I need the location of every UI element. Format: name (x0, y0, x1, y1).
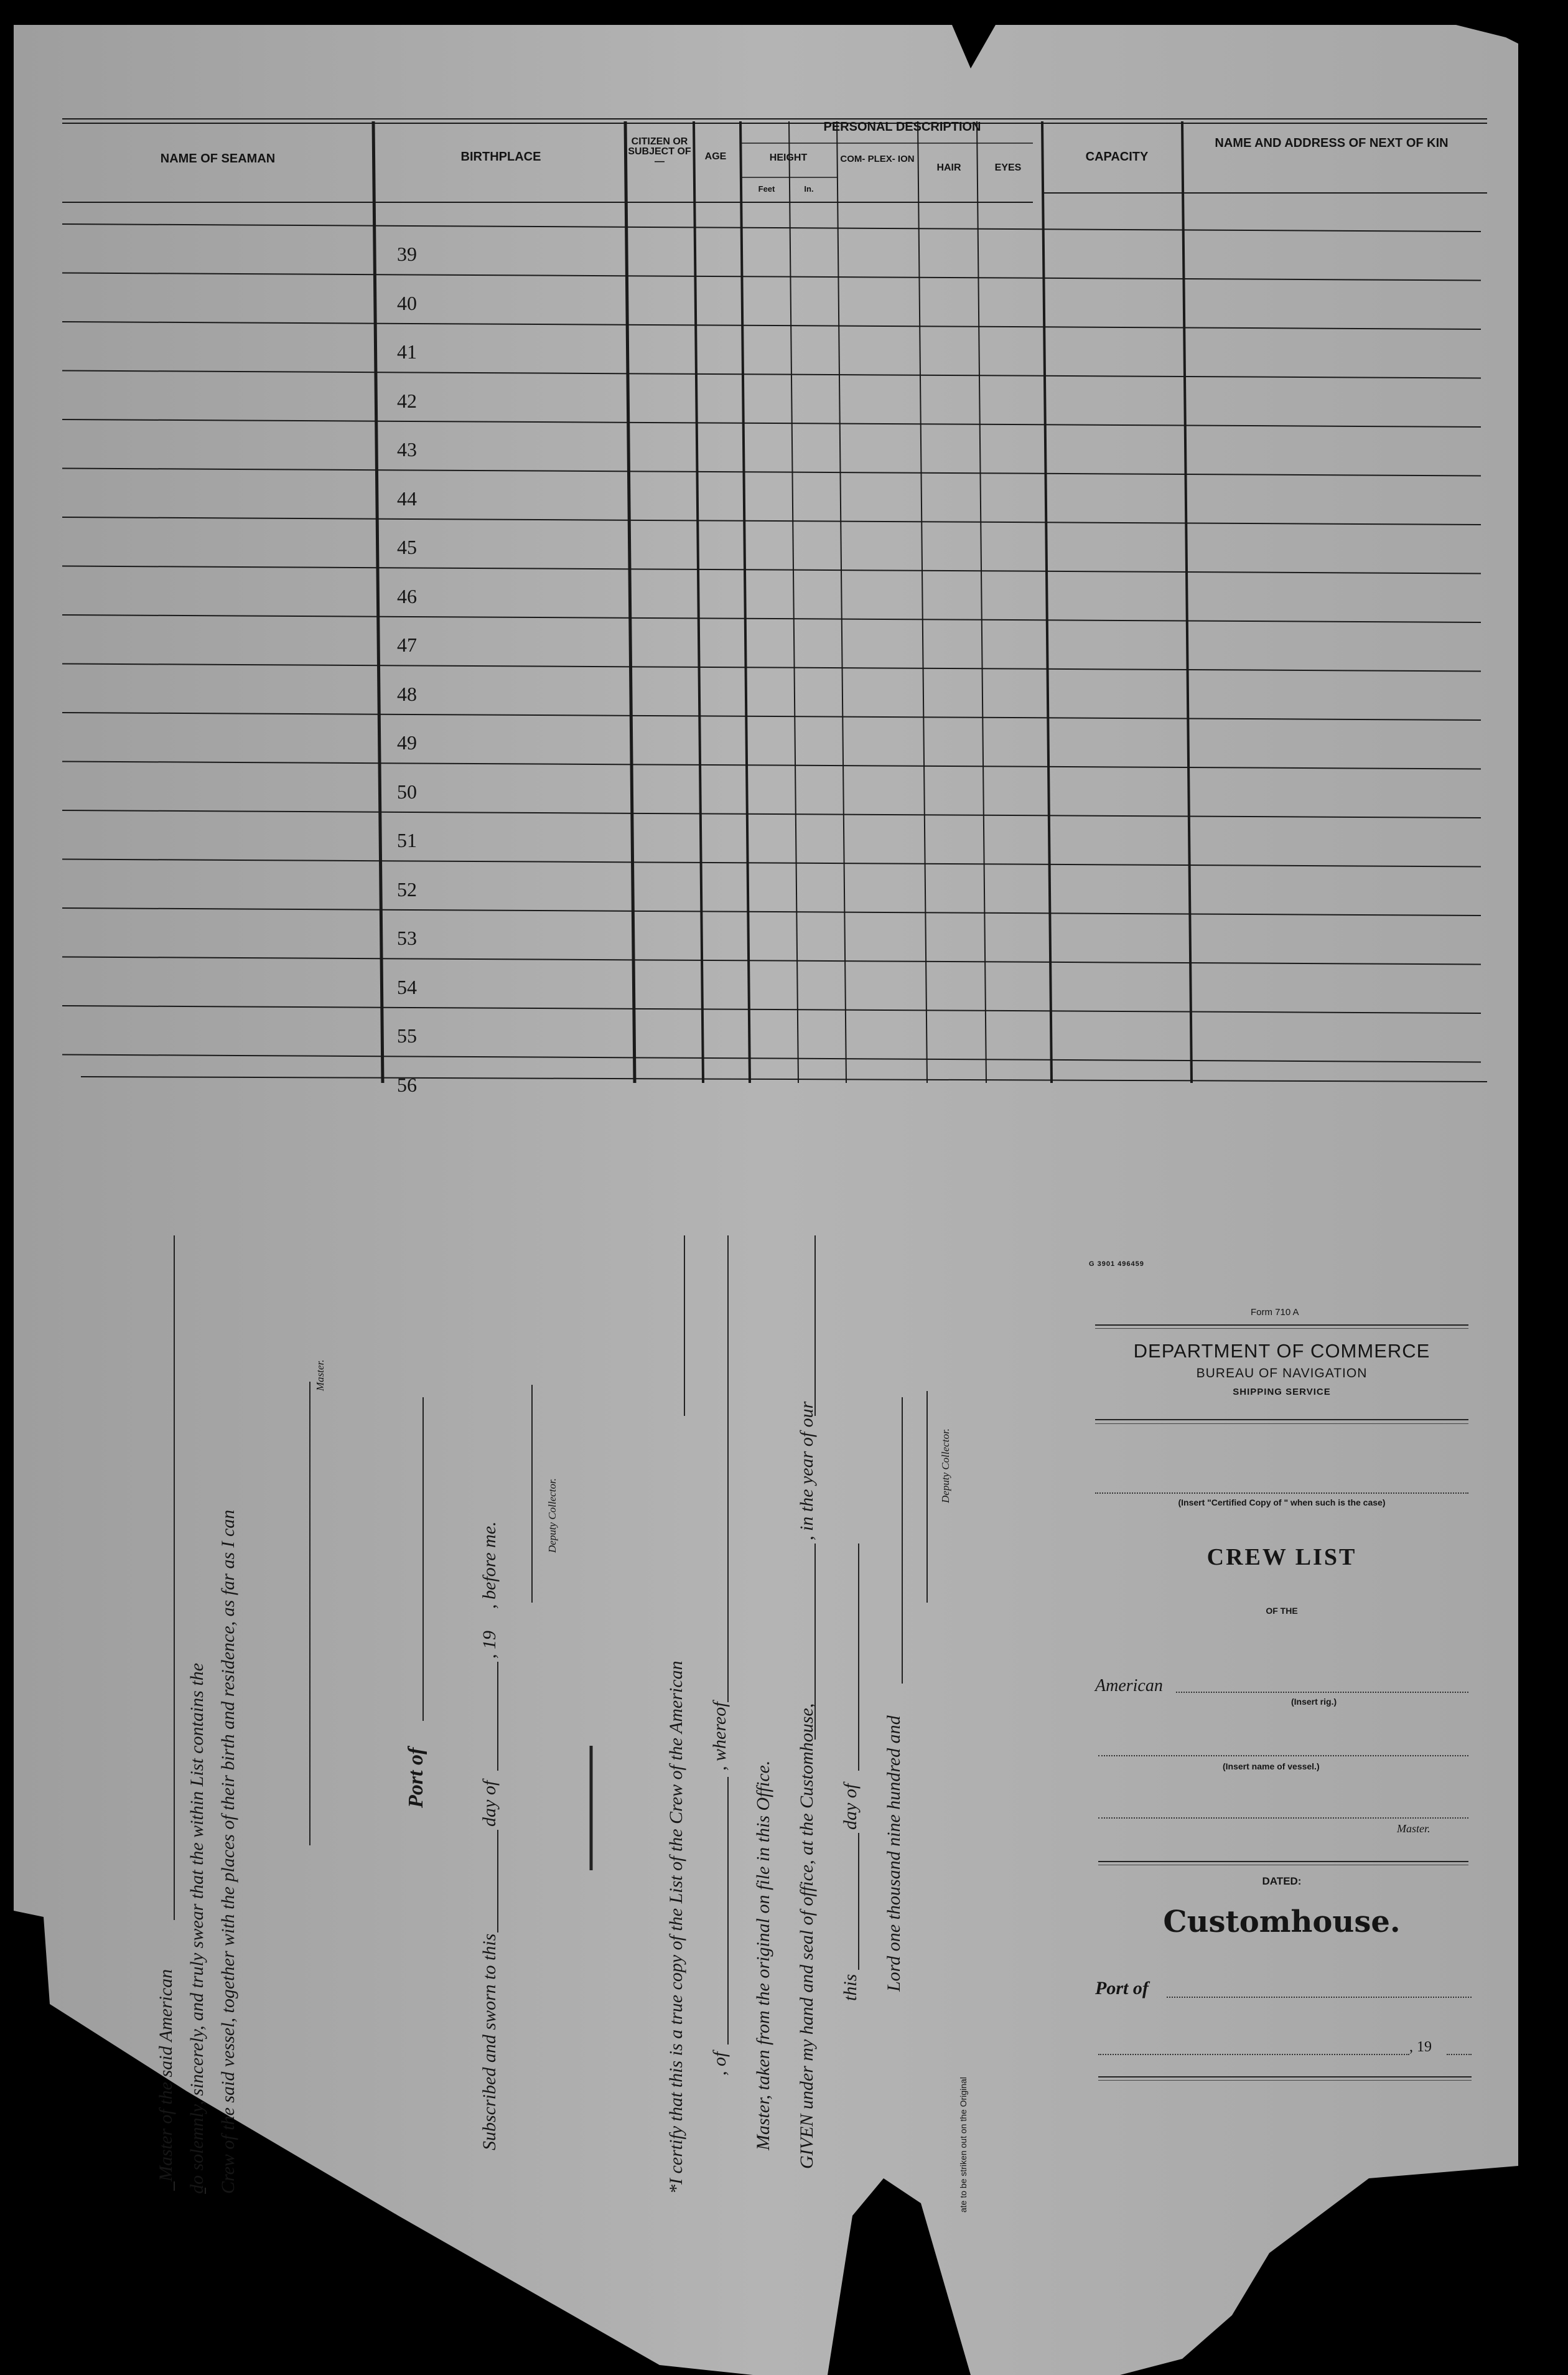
deputy-collector-label-2: Deputy Collector. (940, 1428, 951, 1503)
header-personal-description: PERSONAL DESCRIPTION (823, 120, 981, 134)
table-row-rule (62, 713, 1481, 720)
table-row-rule (62, 1006, 1481, 1013)
port-name-line (1167, 1997, 1472, 1998)
col-line-citizen (625, 121, 635, 1083)
header-age: AGE (704, 151, 727, 162)
header-inches: In. (804, 184, 814, 194)
table-row-rule (62, 664, 1481, 672)
row-number: 53 (397, 927, 417, 949)
row-number: 51 (397, 829, 417, 851)
line-master-of-american: Master of the said American (156, 1969, 176, 2181)
table-row-rule (62, 566, 1481, 574)
table-row-rule (62, 469, 1481, 476)
col-line-capacity (1042, 121, 1052, 1083)
port-of-label: Port of (404, 1747, 427, 1808)
this-text: this (840, 1974, 861, 2001)
certify-of: , of (709, 2051, 730, 2076)
col-line-age (694, 121, 703, 1083)
header-feet: Feet (758, 184, 775, 194)
deputy-collector-label-1: Deputy Collector. (546, 1478, 558, 1553)
table-bottom-rule (81, 1077, 1487, 1082)
table-grid (62, 118, 1487, 1089)
cover-rule-3 (1095, 1423, 1468, 1424)
master-label: Master. (1397, 1822, 1430, 1835)
bureau-title: BUREAU OF NAVIGATION (1196, 1366, 1368, 1380)
subscribed-before-me: , before me. (479, 1521, 500, 1609)
row-number: 43 (397, 438, 417, 461)
footnote-text: ate to be striken out on the Original (958, 2077, 968, 2213)
subscribed-text: Subscribed and sworn to this (479, 1933, 500, 2150)
line-swear: do solemnly, sincerely, and truly swear that the within List contains the (187, 1662, 207, 2194)
oath-declaration (156, 1235, 968, 2213)
of-the-label: OF THE (1266, 1606, 1298, 1616)
col-line-hair (918, 121, 927, 1083)
row-number: 40 (397, 291, 417, 314)
row-number: 55 (397, 1024, 417, 1047)
table-row-rule (62, 322, 1481, 329)
row-number: 45 (397, 536, 417, 558)
table-row-rule (62, 957, 1481, 965)
cover-rule-2 (1095, 1419, 1468, 1420)
customhouse-title: Customhouse. (1163, 1904, 1401, 1939)
col-line-inches (789, 121, 798, 1083)
table-row-rule (62, 810, 1481, 818)
year-line (1447, 2054, 1472, 2055)
row-number: 54 (397, 975, 417, 998)
table-row-rule (62, 371, 1481, 378)
port-of-cover-label: Port of (1095, 1978, 1149, 1998)
master-signature-label: Master. (314, 1359, 326, 1391)
row-number: 44 (397, 487, 417, 510)
american-label: American (1095, 1676, 1163, 1695)
row-number: 56 (397, 1073, 417, 1096)
header-hair: HAIR (936, 162, 961, 173)
master-taken-text: Master, taken from the original on file in this Office. (753, 1760, 773, 2150)
crew-table (62, 118, 1487, 1096)
insert-rig-note: (Insert rig.) (1291, 1697, 1337, 1707)
subscribed-day-of: day of (479, 1780, 500, 1827)
insert-vessel-note: (Insert name of vessel.) (1223, 1761, 1320, 1771)
row-number: 39 (397, 243, 417, 265)
insert-certified-note: (Insert "Certified Copy of " when such is the case) (1178, 1497, 1386, 1507)
header-name-of-seaman: NAME OF SEAMAN (160, 152, 276, 166)
row-number: 52 (397, 878, 417, 901)
table-row-rule (62, 517, 1481, 525)
day-of-text: day of (840, 1783, 861, 1830)
table-row-rule (62, 273, 1481, 281)
certified-copy-line (1095, 1492, 1468, 1494)
header-capacity: CAPACITY (1085, 150, 1149, 164)
lord-text: Lord one thousand nine hundred and (884, 1715, 904, 1992)
date-line (1098, 2054, 1409, 2055)
form-number: Form 710 A (1251, 1307, 1299, 1318)
table-row-rule (62, 860, 1481, 867)
year-label: , 19 (1409, 2039, 1432, 2055)
row-number: 41 (397, 340, 417, 363)
table-row-rule (62, 908, 1481, 916)
cover-rule-top-2 (1095, 1328, 1468, 1329)
header-eyes: EYES (994, 162, 1022, 173)
declaration-rules (156, 1235, 964, 2194)
table-row-rule (62, 762, 1481, 769)
row-number: 42 (397, 389, 417, 412)
cover-rule-top (1095, 1324, 1468, 1326)
department-title: DEPARTMENT OF COMMERCE (1133, 1340, 1430, 1362)
certify-whereof: , whereof (709, 1702, 730, 1771)
col-line-complexion (837, 121, 846, 1083)
in-the-year-text: , in the year of our (796, 1401, 817, 1540)
col-line-height (740, 121, 750, 1083)
crew-list-title: CREW LIST (1206, 1544, 1357, 1570)
cover-rule-4 (1098, 1861, 1468, 1862)
subscribed-year: , 19 (479, 1631, 500, 1659)
header-citizen: CITIZEN OR SUBJECT OF— (628, 136, 691, 167)
col-line-next-of-kin (1182, 121, 1192, 1083)
cover-rule-7 (1098, 2080, 1472, 2081)
dated-label: DATED: (1262, 1875, 1302, 1887)
cover-rule-6 (1098, 2076, 1472, 2078)
table-row-rule (62, 419, 1481, 427)
header-complexion: COM- PLEX- ION (840, 154, 915, 164)
header-birthplace: BIRTHPLACE (460, 150, 541, 164)
vessel-name-line (1098, 1755, 1468, 1756)
header-next-of-kin: NAME AND ADDRESS OF NEXT OF KIN (1215, 136, 1449, 150)
row-number: 46 (397, 584, 417, 607)
col-line-eyes (977, 121, 986, 1083)
table-row-rule (62, 224, 1481, 232)
row-number: 49 (397, 731, 417, 754)
table-row-rule (62, 615, 1481, 622)
table-row-rule (62, 1055, 1481, 1062)
header-height: HEIGHT (769, 152, 808, 163)
cover-panel (1089, 1251, 1475, 2097)
master-name-line (1098, 1817, 1468, 1819)
row-number: 48 (397, 682, 417, 705)
service-title: SHIPPING SERVICE (1233, 1387, 1331, 1397)
row-number: 50 (397, 780, 417, 803)
print-code: G 3901 496459 (1089, 1260, 1144, 1268)
rig-line (1176, 1692, 1468, 1693)
row-number: 47 (397, 634, 417, 656)
line-crew-of-vessel: Crew of the said vessel, together with the places of their birth and residence, as far as I can (218, 1509, 238, 2194)
given-text: GIVEN under my hand and seal of office, at the Customhouse, (796, 1703, 817, 2169)
certify-text: *I certify that this is a true copy of the List of the Crew of the American (666, 1661, 686, 2194)
